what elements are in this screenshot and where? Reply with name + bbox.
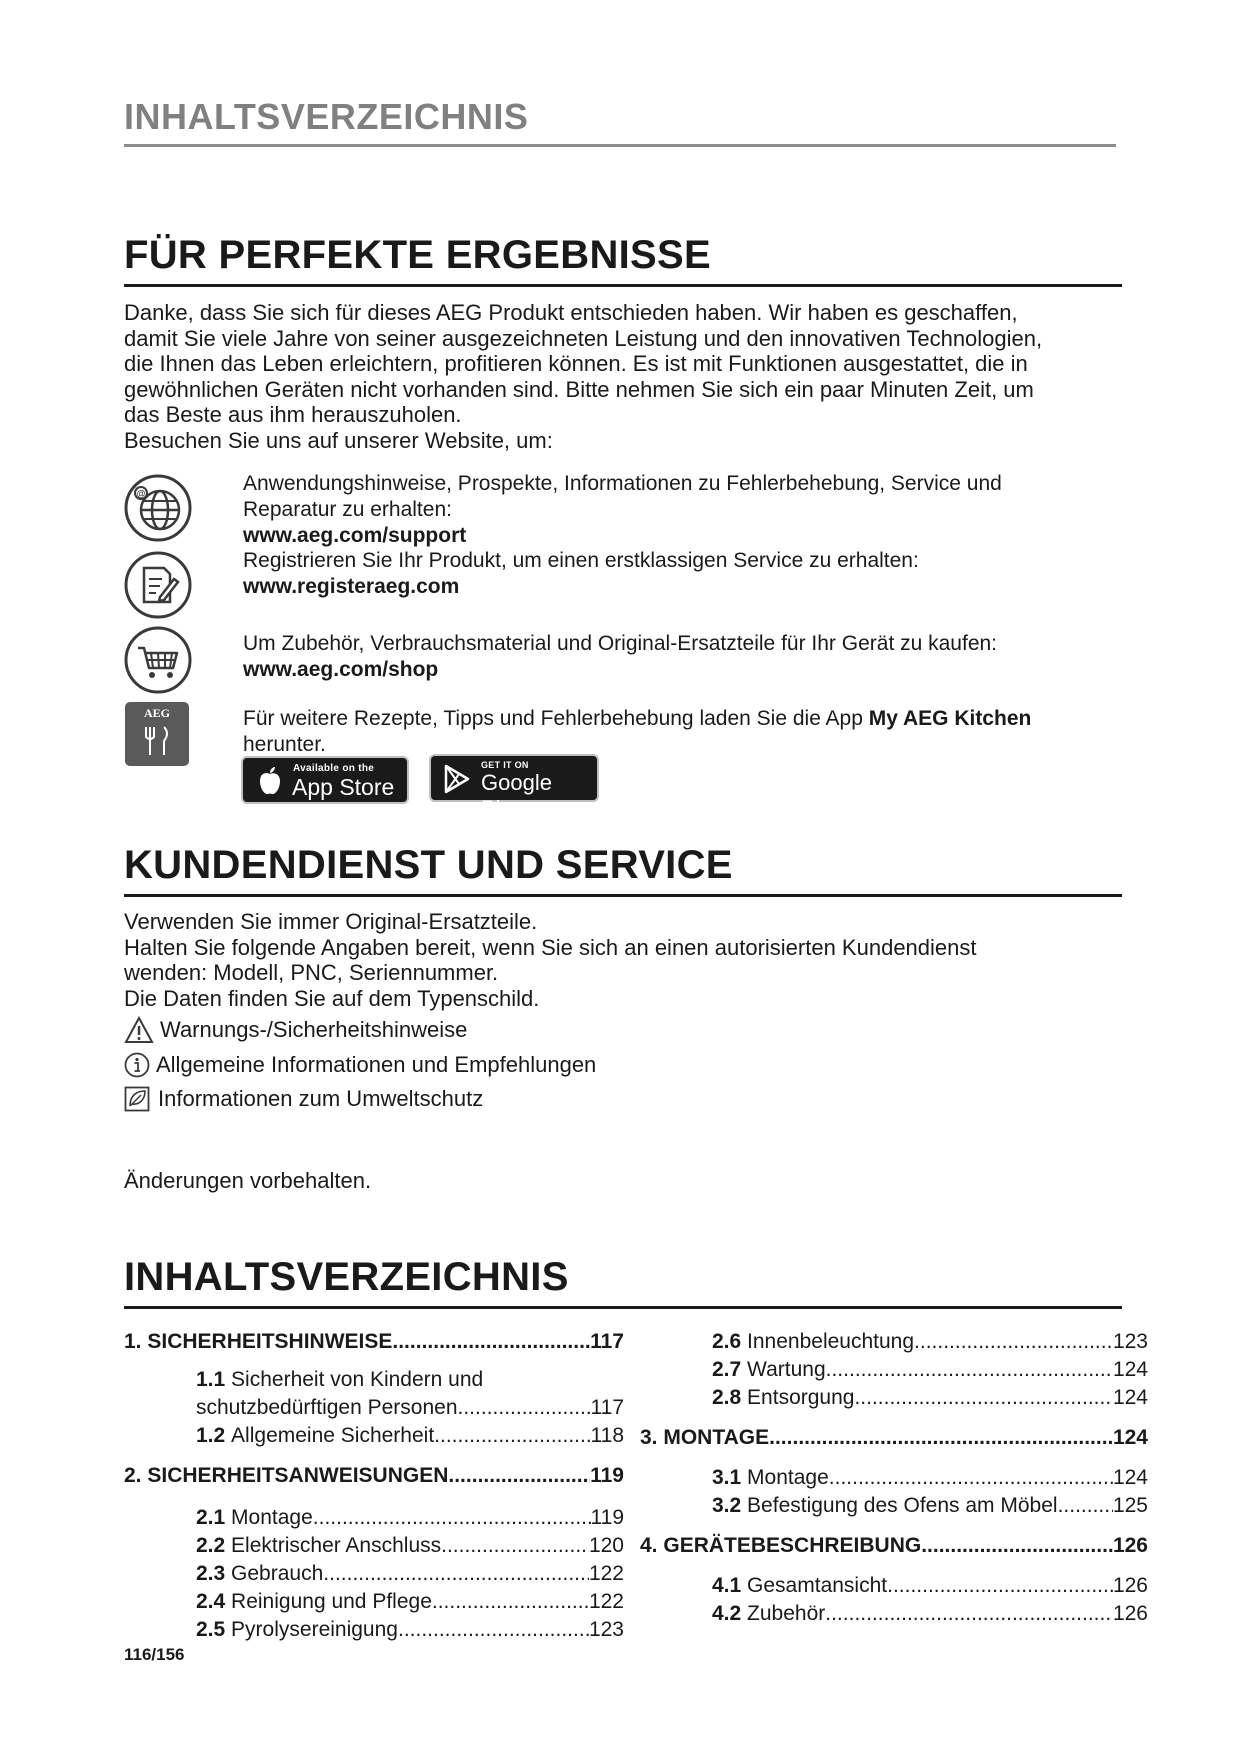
section-toc — [124, 1255, 1122, 1309]
app-icon-label: AEG — [143, 706, 171, 720]
toc-label: Gesamtansicht — [747, 1574, 888, 1597]
app-text-before: Für weitere Rezepte, Tipps und Fehlerbehebung laden Sie die App — [243, 707, 869, 730]
toc-entry[interactable] — [640, 1534, 1148, 1558]
toc-entry[interactable] — [712, 1574, 1148, 1598]
link-line: Reparatur zu erhalten: — [243, 498, 452, 521]
aeg-kitchen-app-icon — [124, 701, 190, 767]
top-header-rule — [124, 144, 1116, 147]
service-line: Verwenden Sie immer Original-Ersatzteile. — [124, 909, 538, 934]
toc-label: Elektrischer Anschluss — [231, 1534, 442, 1557]
service-line: Halten Sie folgende Angaben bereit, wenn Sie sich an einen autorisierten Kundendienst — [124, 934, 977, 960]
toc-page: 122 — [588, 1590, 624, 1613]
toc-page: 126 — [1112, 1534, 1148, 1557]
legend-label: Allgemeine Informationen und Empfehlungen — [156, 1052, 597, 1077]
toc-page: 117 — [590, 1396, 624, 1419]
toc-page: 124 — [1112, 1386, 1148, 1409]
link-line: Registrieren Sie Ihr Produkt, um einen erstklassigen Service zu erhalten: — [243, 549, 919, 572]
toc-label: Zubehör — [747, 1602, 826, 1625]
section-toc-rule — [124, 1306, 1122, 1309]
section-service-title: KUNDENDIENST UND SERVICE — [124, 843, 733, 887]
app-store-big: App Store — [292, 774, 395, 800]
toc-num: 2.8 — [712, 1386, 742, 1409]
service-text — [124, 909, 1122, 1011]
app-text — [243, 706, 1103, 758]
toc-label: Wartung — [747, 1358, 826, 1381]
page-number: 116/156 — [124, 1645, 185, 1664]
toc-page: 125 — [1112, 1494, 1148, 1517]
link-text — [243, 631, 1103, 683]
link-row-shop — [124, 623, 1122, 693]
toc-entry[interactable] — [124, 1330, 624, 1354]
toc-page: 124 — [1112, 1358, 1148, 1381]
toc-entry[interactable] — [196, 1618, 624, 1642]
toc-num: 4.2 — [712, 1602, 742, 1625]
toc-label: MONTAGE — [663, 1426, 770, 1449]
app-store-small: Available on the — [293, 763, 375, 774]
toc-entry[interactable] — [712, 1466, 1148, 1490]
apple-icon — [257, 766, 283, 796]
legend-label: Informationen zum Umweltschutz — [158, 1086, 484, 1111]
service-line: Die Daten finden Sie auf dem Typenschild. — [124, 985, 540, 1011]
toc-page: 123 — [1112, 1330, 1148, 1353]
toc-num: 4.1 — [712, 1574, 742, 1597]
section-service-rule — [124, 894, 1122, 897]
warning-icon — [124, 1016, 154, 1044]
toc-label: Gebrauch — [231, 1562, 324, 1585]
toc-page: 119 — [590, 1506, 624, 1529]
app-store-badge[interactable] — [241, 756, 409, 804]
toc-num: 3. — [640, 1426, 658, 1449]
toc-entry[interactable] — [712, 1330, 1148, 1354]
section-results-title: FÜR PERFEKTE ERGEBNISSE — [124, 233, 711, 277]
google-play-icon — [443, 764, 471, 794]
toc-page: 126 — [1112, 1602, 1148, 1625]
toc-page: 124 — [1112, 1466, 1148, 1489]
toc-entry[interactable] — [196, 1506, 624, 1530]
intro-line: damit Sie viele Jahre von seiner ausgezeichneten Leistung und den innovativen Technologien, — [124, 325, 1043, 351]
intro-line: die Ihnen das Leben erleichtern, profitieren können. Es ist mit Funktionen ausgestattet, die in — [124, 351, 1028, 376]
toc-entry[interactable] — [196, 1562, 624, 1586]
top-header-title: INHALTSVERZEICHNIS — [124, 96, 529, 137]
legend-warning — [124, 1016, 467, 1044]
toc-num: 2.4 — [196, 1590, 226, 1613]
register-icon — [124, 551, 192, 619]
toc-label: Montage — [747, 1466, 829, 1489]
toc-num: 2.7 — [712, 1358, 742, 1381]
toc-label: Montage — [231, 1506, 313, 1529]
service-note: Änderungen vorbehalten. — [124, 1168, 372, 1193]
svg-text:@: @ — [136, 488, 146, 499]
toc-entry[interactable] — [712, 1386, 1148, 1410]
section-results-rule — [124, 284, 1122, 287]
toc-page: 123 — [588, 1618, 624, 1641]
toc-num: 2.1 — [196, 1506, 226, 1529]
toc-label: GERÄTEBESCHREIBUNG — [663, 1534, 922, 1557]
toc-entry[interactable] — [196, 1424, 624, 1448]
toc-entry[interactable] — [712, 1494, 1148, 1518]
section-results-intro — [124, 300, 1122, 453]
toc-page: 124 — [1112, 1426, 1148, 1449]
section-toc-title: INHALTSVERZEICHNIS — [124, 1255, 569, 1299]
app-name: My AEG Kitchen — [868, 707, 1032, 730]
intro-line: das Beste aus ihm herauszuholen. — [124, 402, 462, 427]
link-row-app — [124, 698, 1122, 821]
toc-page: 117 — [590, 1330, 624, 1353]
toc-entry[interactable] — [640, 1426, 1148, 1450]
link-text — [243, 548, 1103, 600]
intro-line: Danke, dass Sie sich für dieses AEG Produkt entschieden haben. Wir haben es geschaffen, — [124, 300, 1018, 325]
toc-label: schutzbedürftigen Personen — [196, 1396, 458, 1419]
shop-link[interactable]: www.aeg.com/shop — [243, 658, 439, 681]
service-line: wenden: Modell, PNC, Seriennummer. — [124, 960, 499, 985]
toc-num: 1. — [124, 1330, 142, 1353]
register-link[interactable]: www.registeraeg.com — [243, 575, 460, 598]
legend-info — [124, 1052, 596, 1078]
toc-page: 126 — [1112, 1574, 1148, 1597]
toc-label: Reinigung und Pflege — [231, 1590, 432, 1613]
toc-page: 120 — [588, 1534, 624, 1557]
toc-label: SICHERHEITSANWEISUNGEN — [147, 1464, 449, 1487]
toc-entry[interactable] — [712, 1358, 1148, 1382]
toc-num: 1.2 — [196, 1424, 226, 1447]
link-line: Um Zubehör, Verbrauchsmaterial und Original-Ersatzteile für Ihr Gerät zu kaufen: — [243, 632, 998, 655]
link-text — [243, 471, 1103, 549]
toc-entry[interactable] — [196, 1396, 624, 1420]
toc-entry[interactable] — [196, 1590, 624, 1614]
toc-num: 2.6 — [712, 1330, 742, 1353]
app-text-after: herunter. — [243, 733, 326, 756]
toc-num: 4. — [640, 1534, 658, 1557]
toc-entry[interactable] — [196, 1534, 624, 1558]
legend-environment — [124, 1086, 483, 1112]
toc-num: 2. — [124, 1464, 142, 1487]
leaf-icon — [124, 1086, 152, 1112]
link-line: Anwendungshinweise, Prospekte, Informationen zu Fehlerbehebung, Service und — [243, 472, 1002, 495]
visit-text: Besuchen Sie uns auf unserer Website, um: — [124, 427, 553, 453]
toc-label: Allgemeine Sicherheit — [231, 1424, 435, 1447]
toc-num: 1.1 — [196, 1368, 226, 1391]
google-play-small: GET IT ON — [481, 760, 529, 770]
globe-icon — [124, 474, 192, 542]
google-play-badge[interactable] — [429, 754, 599, 821]
support-link[interactable]: www.aeg.com/support — [243, 524, 467, 547]
info-icon — [124, 1052, 150, 1078]
toc-entry[interactable] — [196, 1368, 483, 1392]
link-row-support — [124, 471, 1122, 547]
toc-entry[interactable] — [124, 1464, 624, 1488]
toc-label: Entsorgung — [747, 1386, 855, 1409]
toc-label: SICHERHEITSHINWEISE — [147, 1330, 393, 1353]
google-play-big: Google Play — [481, 770, 552, 821]
toc-num: 3.2 — [712, 1494, 742, 1517]
top-header — [124, 96, 1116, 147]
toc-entry[interactable] — [712, 1602, 1148, 1626]
shopping-cart-icon — [124, 626, 192, 694]
toc-label: Befestigung des Ofens am Möbel — [747, 1494, 1058, 1517]
toc-page: 122 — [588, 1562, 624, 1585]
section-service — [124, 843, 1122, 1193]
toc-page: 119 — [590, 1464, 624, 1487]
toc-num: 3.1 — [712, 1466, 742, 1489]
intro-line: gewöhnlichen Geräten nicht vorhanden sind. Bitte nehmen Sie sich ein paar Minuten Zeit, um — [124, 376, 1034, 402]
toc-label: Pyrolysereinigung — [231, 1618, 398, 1641]
link-row-register — [124, 548, 1122, 618]
toc-num: 2.3 — [196, 1562, 226, 1585]
toc-label: Sicherheit von Kindern und — [231, 1368, 484, 1391]
toc-label: Innenbeleuchtung — [747, 1330, 915, 1353]
legend-label: Warnungs-/Sicherheitshinweise — [160, 1017, 468, 1042]
toc-num: 2.2 — [196, 1534, 226, 1557]
toc-num: 2.5 — [196, 1618, 226, 1641]
section-results — [124, 233, 1122, 821]
toc-page: 118 — [590, 1424, 624, 1447]
